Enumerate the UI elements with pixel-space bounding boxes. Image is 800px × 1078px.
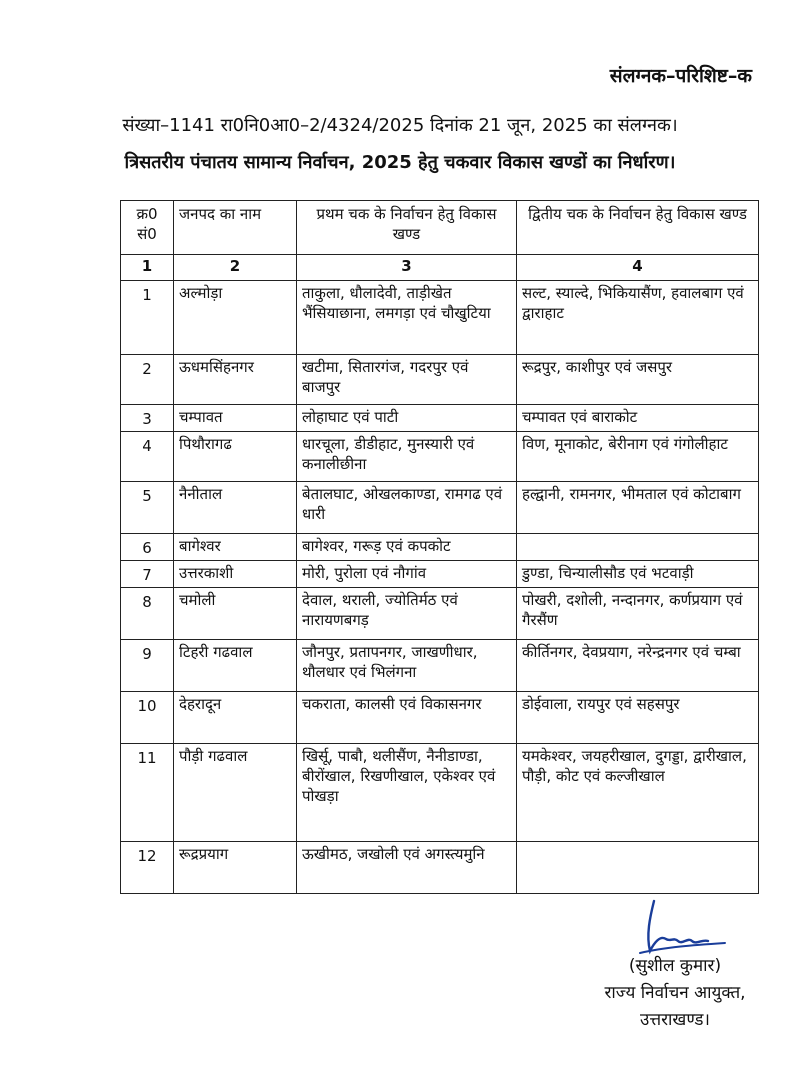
row-district: टिहरी गढवाल (174, 640, 297, 692)
row-phase1: लोहाघाट एवं पाटी (297, 405, 517, 432)
signature-block (560, 895, 790, 1075)
row-phase2: चम्पावत एवं बाराकोट (517, 405, 759, 432)
col-number: 3 (297, 255, 517, 281)
table-row (121, 405, 759, 432)
table-row (121, 842, 759, 894)
row-phase1: देवाल, थराली, ज्योतिर्मठ एवं नारायणबगड़ (297, 588, 517, 640)
table-row (121, 281, 759, 355)
document-title: त्रिसतरीय पंचातय सामान्य निर्वाचन, 2025 हेतु चकवार विकास खण्डों का निर्धारण। (124, 152, 676, 173)
reference-line: संख्या–1141 रा0नि0आ0–2/4324/2025 दिनांक 21 जून, 2025 का संलग्नक। (122, 115, 678, 136)
row-district: चमोली (174, 588, 297, 640)
row-phase2: विण, मूनाकोट, बेरीनाग एवं गंगोलीहाट (517, 432, 759, 482)
row-phase1: मोरी, पुरोला एवं नौगांव (297, 561, 517, 588)
row-phase2: सल्ट, स्याल्दे, भिकियासैंण, हवालबाग एवं द्वाराहाट (517, 281, 759, 355)
row-sno: 12 (121, 842, 174, 894)
row-sno: 1 (121, 281, 174, 355)
row-sno: 5 (121, 482, 174, 534)
table-row (121, 482, 759, 534)
row-district: नैनीताल (174, 482, 297, 534)
row-sno: 6 (121, 534, 174, 561)
row-phase1: धारचूला, डीडीहाट, मुनस्यारी एवं कनालीछीना (297, 432, 517, 482)
row-phase1: बागेश्वर, गरूड़ एवं कपकोट (297, 534, 517, 561)
row-sno: 11 (121, 744, 174, 842)
row-district: चम्पावत (174, 405, 297, 432)
row-district: बागेश्वर (174, 534, 297, 561)
table-row (121, 588, 759, 640)
row-phase1: खिर्सू, पाबौ, थलीसैंण, नैनीडाण्डा, बीरोंखाल, रिखणीखाल, एकेश्वर एवं पोखड़ा (297, 744, 517, 842)
row-phase2: पोखरी, दशोली, नन्दानगर, कर्णप्रयाग एवं गैरसैंण (517, 588, 759, 640)
row-district: पिथौरागढ (174, 432, 297, 482)
table-row (121, 744, 759, 842)
row-phase2: रूद्रपुर, काशीपुर एवं जसपुर (517, 355, 759, 405)
header-phase2: द्वितीय चक के निर्वाचन हेतु विकास खण्ड (517, 201, 759, 255)
signatory-state: उत्तराखण्ड। (640, 1010, 710, 1030)
row-sno: 9 (121, 640, 174, 692)
col-number: 4 (517, 255, 759, 281)
header-row (121, 201, 759, 255)
row-phase1: ताकुला, धौलादेवी, ताड़ीखेत भैंसियाछाना, लमगड़ा एवं चौखुटिया (297, 281, 517, 355)
annex-label: संलग्नक–परिशिष्ट–क (609, 65, 752, 87)
row-phase2: हल्द्वानी, रामनगर, भीमताल एवं कोटाबाग (517, 482, 759, 534)
row-district: पौड़ी गढवाल (174, 744, 297, 842)
col-number: 1 (121, 255, 174, 281)
column-number-row (121, 255, 759, 281)
row-sno: 2 (121, 355, 174, 405)
col-number: 2 (174, 255, 297, 281)
row-sno: 7 (121, 561, 174, 588)
row-sno: 3 (121, 405, 174, 432)
table-row (121, 432, 759, 482)
phase-table (120, 200, 759, 894)
row-phase2: डोईवाला, रायपुर एवं सहसपुर (517, 692, 759, 744)
header-sno: क्र0 सं0 (121, 201, 174, 255)
row-phase1: खटीमा, सितारगंज, गदरपुर एवं बाजपुर (297, 355, 517, 405)
row-sno: 10 (121, 692, 174, 744)
header-district: जनपद का नाम (174, 201, 297, 255)
signatory-name: (सुशील कुमार) (628, 956, 722, 976)
table-row (121, 561, 759, 588)
table-row (121, 640, 759, 692)
row-sno: 4 (121, 432, 174, 482)
row-phase1: जौनपुर, प्रतापनगर, जाखणीधार, थौलधार एवं भिलंगना (297, 640, 517, 692)
row-phase2: डुण्डा, चिन्यालीसौड एवं भटवाड़ी (517, 561, 759, 588)
header-phase1: प्रथम चक के निर्वाचन हेतु विकास खण्ड (297, 201, 517, 255)
row-district: रूद्रप्रयाग (174, 842, 297, 894)
table-row (121, 692, 759, 744)
row-phase1: चकराता, कालसी एवं विकासनगर (297, 692, 517, 744)
row-phase2 (517, 842, 759, 894)
row-phase1: बेतालघाट, ओखलकाण्डा, रामगढ एवं धारी (297, 482, 517, 534)
row-district: अल्मोड़ा (174, 281, 297, 355)
table-row (121, 534, 759, 561)
signatory-designation: राज्य निर्वाचन आयुक्त, (604, 983, 746, 1003)
row-district: ऊधमसिंहनगर (174, 355, 297, 405)
row-district: देहरादून (174, 692, 297, 744)
row-phase2 (517, 534, 759, 561)
row-phase1: ऊखीमठ, जखोली एवं अगस्त्यमुनि (297, 842, 517, 894)
row-sno: 8 (121, 588, 174, 640)
row-phase2: यमकेश्वर, जयहरीखाल, दुगड्डा, द्वारीखाल, पौड़ी, कोट एवं कल्जीखाल (517, 744, 759, 842)
table-row (121, 355, 759, 405)
row-district: उत्तरकाशी (174, 561, 297, 588)
row-phase2: कीर्तिनगर, देवप्रयाग, नरेन्द्रनगर एवं चम्बा (517, 640, 759, 692)
